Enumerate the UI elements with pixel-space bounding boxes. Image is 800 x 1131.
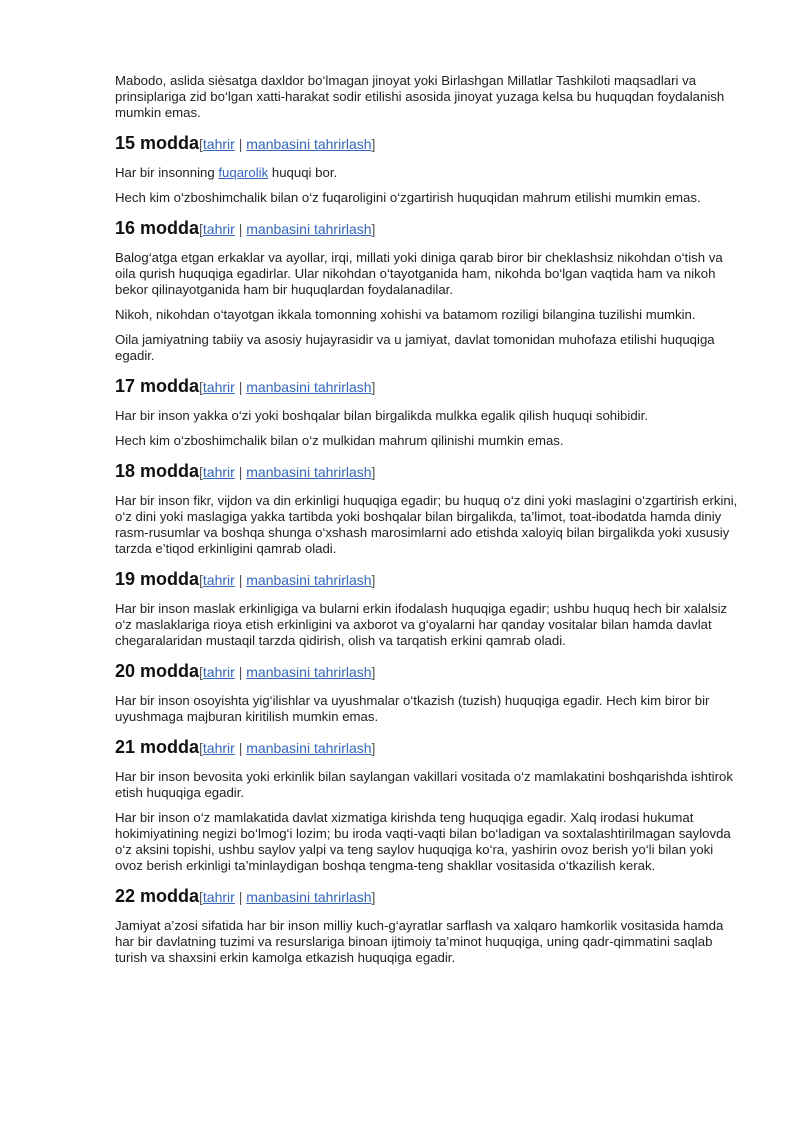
edit-source-link[interactable]: manbasini tahrirlash [246,221,372,237]
article-18-heading [115,460,742,483]
fuqarolik-link[interactable]: fuqarolik [218,165,269,180]
article-16-heading [115,217,742,240]
article-15-paragraph-1: Har bir insonning fuqarolik huquqi bor. [115,165,338,180]
edit-section: [tahrir | manbasini tahrirlash] [199,740,376,756]
edit-link[interactable]: tahrir [202,740,235,756]
edit-source-link[interactable]: manbasini tahrirlash [246,889,372,905]
article-17-paragraph-2: Hech kim o‘zboshimchalik bilan o‘z mulkidan mahrum qilinishi mumkin emas. [115,433,564,448]
article-21-paragraph-2: Har bir inson o‘z mamlakatida davlat xizmatiga kirishda teng huquqiga egadir. Xalq irodasi hukumat hokimiyatining negizi bo‘lmog‘i lozim; bu iroda vaqti-vaqti bilan bo‘ladigan va soxtalashtirilmagan saylovda o‘z aksini topishi, ushbu saylov yalpi va teng saylov huquqiga ko‘ra, yashirin ovoz berish yo‘li bilan yoki ovoz berish erkinligi ta’minlaydigan boshqa tengma-teng shakllar vositasida o‘tkazilish kerak. [115,810,731,873]
edit-link[interactable]: tahrir [202,889,235,905]
edit-section: [tahrir | manbasini tahrirlash] [199,221,376,237]
article-22-title: 22 modda [115,886,200,906]
edit-section: [tahrir | manbasini tahrirlash] [199,136,376,152]
article-20-heading [115,660,742,683]
article-15-paragraph-2: Hech kim o‘zboshimchalik bilan o‘z fuqaroligini o‘zgartirish huquqidan mahrum etilishi mumkin emas. [115,190,701,205]
edit-section: [tahrir | manbasini tahrirlash] [199,889,376,905]
edit-link[interactable]: tahrir [202,464,235,480]
edit-section: [tahrir | manbasini tahrirlash] [199,664,376,680]
intro-paragraph: Mabodo, aslida siėsatga daxldor bo‘lmagan jinoyat yoki Birlashgan Millatlar Tashkiloti maqsadlari va prinsiplariga zid bo‘lgan xatti-harakat sodir etilishi asosida jinoyat yuzaga kelsa bu huquqdan foydalanish mumkin emas. [115,73,725,120]
article-18-paragraph-1: Har bir inson fikr, vijdon va din erkinligi huquqiga egadir; bu huquq o‘z dini yoki maslagini o‘zgartirish erkini, o‘z dini yoki maslagiga yakka tartibda yoki boshqalar bilan birgalikda, ta’limot, toat-ibodatda hamda diniy rasm-rusumlar va boshqa shunga o‘xshash marosimlarni ado etishda xaloyiq bilan birgalikda yoki xususiy tarzda e’tiqod erkinligini qamrab oladi. [115,493,738,556]
edit-link[interactable]: tahrir [202,572,235,588]
edit-source-link[interactable]: manbasini tahrirlash [246,572,372,588]
article-17-title: 17 modda [115,376,200,396]
edit-source-link[interactable]: manbasini tahrirlash [246,740,372,756]
article-20-title: 20 modda [115,661,200,681]
article-17-paragraph-1: Har bir inson yakka o‘zi yoki boshqalar bilan birgalikda mulkka egalik qilish huquqi sohibidir. [115,408,648,423]
article-21-heading [115,736,742,759]
article-16-paragraph-3: Oila jamiyatning tabiiy va asosiy hujayrasidir va u jamiyat, davlat tomonidan muhofaza etilishi huquqiga egadir. [115,332,715,363]
article-16-title: 16 modda [115,218,200,238]
article-19-paragraph-1: Har bir inson maslak erkinligiga va bularni erkin ifodalash huquqiga egadir; ushbu huquq hech bir xalalsiz o‘z maslaklariga rioya etish erkinligini va axborot va g‘oyalarni har qanday vositalar bilan hamda davlat chegaralaridan mustaqil tarzda qidirish, olish va tarqatish erkini qamrab oladi. [115,601,728,648]
article-16-paragraph-1: Balog‘atga etgan erkaklar va ayollar, irqi, millati yoki diniga qarab biror bir cheklashsiz nikohdan o‘tish va oila qurish huquqiga egadirlar. Ular nikohdan o‘tayotganida ham, nikohda bo‘lgan vaqtida ham va nikoh bekor qilinayotganida ham bir huquqlardan foydalanadilar. [115,250,723,297]
article-17-heading [115,375,742,398]
article-15-heading [115,132,742,155]
article-19-heading [115,568,742,591]
edit-section: [tahrir | manbasini tahrirlash] [199,464,376,480]
article-15-title: 15 modda [115,133,200,153]
article-21-title: 21 modda [115,737,200,757]
article-18-title: 18 modda [115,461,200,481]
edit-section: [tahrir | manbasini tahrirlash] [199,379,376,395]
article-20-paragraph-1: Har bir inson osoyishta yig‘ilishlar va uyushmalar o‘tkazish (tuzish) huquqiga egadir. Hech kim biror bir uyushmaga majburan kiritilish mumkin emas. [115,693,710,724]
article-21-paragraph-1: Har bir inson bevosita yoki erkinlik bilan saylangan vakillari vositada o‘z mamlakatini boshqarishda ishtirok etish huquqiga egadir. [115,769,733,800]
edit-section: [tahrir | manbasini tahrirlash] [199,572,376,588]
edit-link[interactable]: tahrir [202,379,235,395]
edit-link[interactable]: tahrir [202,221,235,237]
edit-source-link[interactable]: manbasini tahrirlash [246,464,372,480]
edit-link[interactable]: tahrir [202,136,235,152]
edit-source-link[interactable]: manbasini tahrirlash [246,664,372,680]
article-22-paragraph-1: Jamiyat a’zosi sifatida har bir inson milliy kuch-g‘ayratlar sarflash va xalqaro hamkorlik vositasida hamda har bir davlatning tuzimi va resurslariga binoan ijtimoiy ta’minot huquqiga, uning qadr-qimmatini saqlab turish va shaxsini erkin kamolga etkazish huquqiga egadir. [115,918,724,965]
article-22-heading [115,885,742,908]
article-19-title: 19 modda [115,569,200,589]
edit-link[interactable]: tahrir [202,664,235,680]
edit-source-link[interactable]: manbasini tahrirlash [246,379,372,395]
article-16-paragraph-2: Nikoh, nikohdan o‘tayotgan ikkala tomonning xohishi va batamom roziligi bilangina tuzilishi mumkin. [115,307,696,322]
edit-source-link[interactable]: manbasini tahrirlash [246,136,372,152]
